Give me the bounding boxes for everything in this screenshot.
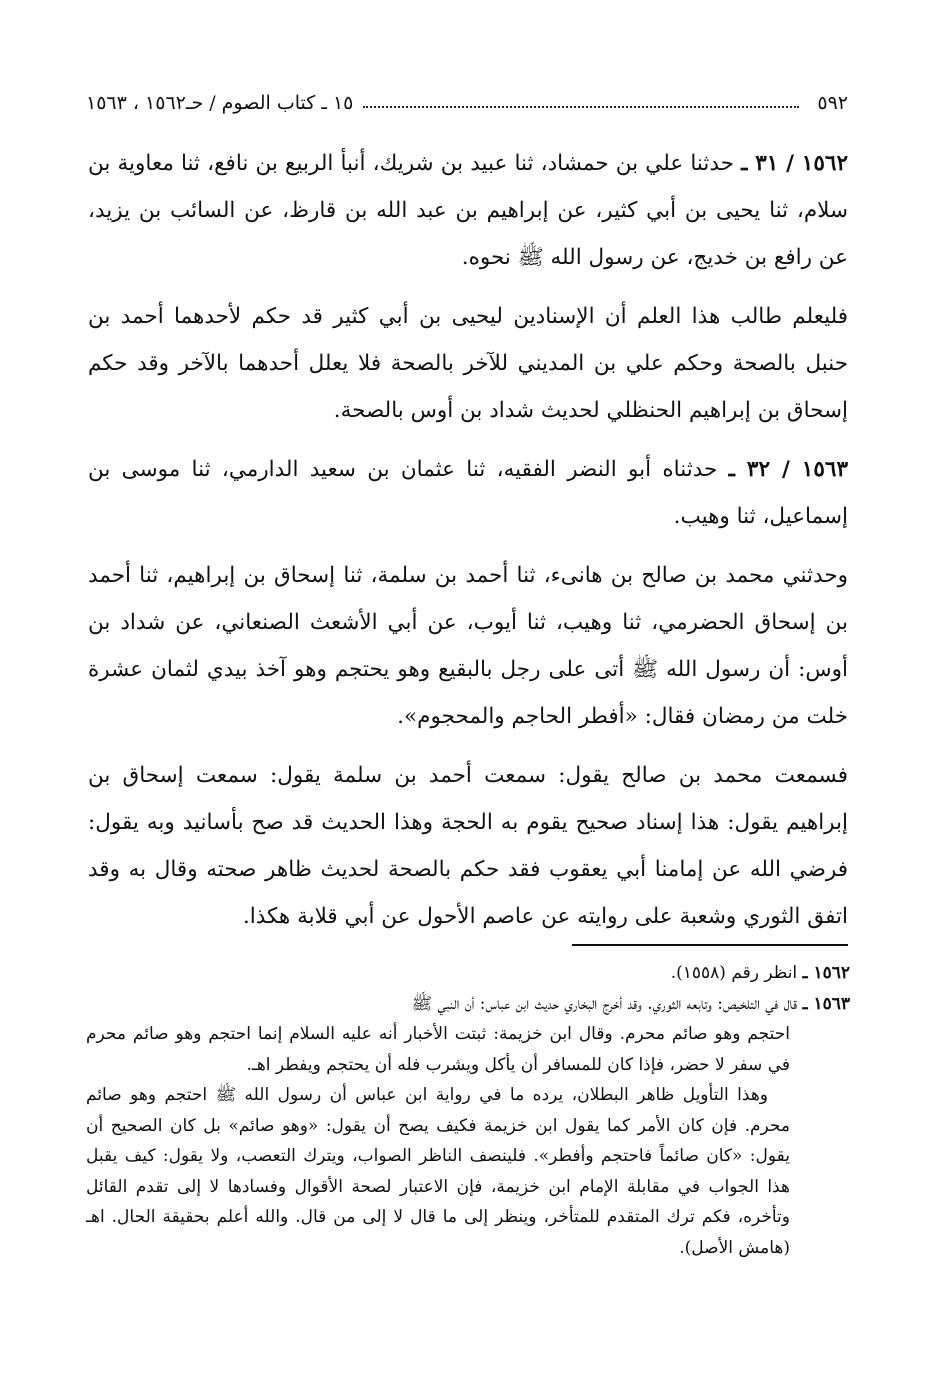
main-text xyxy=(88,140,848,952)
isnad-chain-paragraph: وحدثني محمد بن صالح بن هانىء، ثنا أحمد بن سلمة، ثنا إسحاق بن إبراهيم، ثنا أحمد بن إسحاق الحضرمي، ثنا وهيب، ثنا أيوب، عن أبي الأشعث الصنعاني، عن شداد بن أوس: أن رسول الله ﷺ أتى على رجل بالبقيع وهو يحتجم وهو آخذ بيدي لثمان عشرة خلت من رمضان فقال: «أفطر الحاجم والمحجوم». xyxy=(88,563,848,729)
footnote-1563-paragraph-2: وهذا التأويل ظاهر البطلان، يرده ما في رواية ابن عباس أن رسول الله ﷺ احتجم وهو صائم محرم. فإن كان الأمر كما يقول ابن خزيمة فكيف يصح أن يقول: «وهو صائم» بل كان الصحيح أن يقول: «كان صائماً فاحتجم وأفطر». فلينصف الناظر الصواب، ويترك التعصب، ولا يقول: كيف يقبل هذا الجواب في مقابلة الإمام ابن خزيمة، فإن الاعتبار لصحة الأقوال وفسادها لا إلى تقدم القائل وتأخره، فكم ترك المتقدم للمتأخر، وينظر إلى ما قال لا إلى من قال. والله أعلم بحقيقة الحال. اهـ (هامش الأصل). xyxy=(86,1085,790,1258)
footnote-1563-number: ١٥٦٣ ـ xyxy=(802,993,850,1014)
footnote-separator xyxy=(572,944,848,946)
hadith-1563-number: ١٥٦٣ / ٣٢ ـ xyxy=(728,457,848,482)
footnote-1563-first-line: قال في التلخيص: وتابعه الثوري. وقد أخرج البخاري حديث ابن عباس: أن النبي ﷺ xyxy=(411,993,798,1014)
footnote-1563-continuation: احتجم وهو صائم محرم. وقال ابن خزيمة: ثبتت الأخبار أنه عليه السلام إنما احتجم وهو صائم محرم في سفر لا حضر، فإذا كان للمسافر أن يأكل ويشرب فله أن يحتجم ويفطر اهـ. xyxy=(86,1024,790,1075)
running-title: ١٥ ـ كتاب الصوم / حـ١٥٦٢ ، ١٥٦٣ xyxy=(86,92,354,114)
footnote-1562-text: انظر رقم (١٥٥٨). xyxy=(670,963,798,983)
hadith-1563 xyxy=(88,446,848,540)
page-number: ٥٩٢ xyxy=(817,92,848,114)
ishaq-quote-paragraph: فسمعت محمد بن صالح يقول: سمعت أحمد بن سلمة يقول: سمعت إسحاق بن إبراهيم يقول: هذا إسناد صحيح يقوم به الحجة وهذا الحديث قد صح بأسانيد وبه يقول: فرضي الله عن إمامنا أبي يعقوب فقد حكم بالصحة لحديث ظاهر صحته وقال به وقد اتفق الثوري وشعبة على روايته عن عاصم الأحول عن أبي قلابة هكذا. xyxy=(88,763,848,929)
hadith-1563-text: حدثناه أبو النضر الفقيه، ثنا عثمان بن سعيد الدارمي، ثنا موسى بن إسماعيل، ثنا وهيب. xyxy=(88,457,848,529)
footnote-1562 xyxy=(86,958,850,989)
footnote-1562-number: ١٥٦٢ ـ xyxy=(802,963,850,983)
footnote-1563 xyxy=(86,989,850,1020)
footnotes xyxy=(86,958,850,1263)
running-header xyxy=(86,86,848,120)
hadith-1562-number: ١٥٦٢ / ٣١ ـ xyxy=(741,151,848,176)
hadith-1562 xyxy=(88,140,848,281)
hadith-1562-text: حدثنا علي بن حمشاد، ثنا عبيد بن شريك، أنبأ الربيع بن نافع، ثنا معاوية بن سلام، ثنا يحيى بن أبي كثير، عن إبراهيم بن عبد الله بن قارظ، عن السائب بن يزيد، عن رافع بن خديج، عن رسول الله ﷺ نحوه. xyxy=(88,151,848,270)
header-leader-dots xyxy=(363,106,799,108)
commentary-paragraph: فليعلم طالب هذا العلم أن الإسنادين ليحيى بن أبي كثير قد حكم لأحدهما أحمد بن حنبل بالصحة وحكم علي بن المديني للآخر بالصحة فلا يعلل أحدهما بالآخر وقد حكم إسحاق بن إبراهيم الحنظلي لحديث شداد بن أوس بالصحة. xyxy=(88,304,848,423)
